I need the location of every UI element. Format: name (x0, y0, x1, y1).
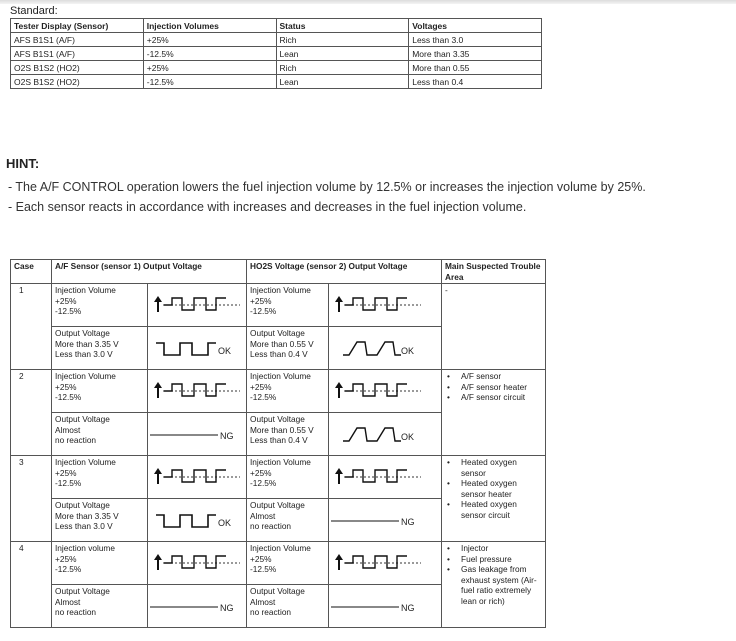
case-row-injection (11, 456, 546, 499)
ho2s-injection-wave-wrap (331, 550, 439, 576)
trouble-list (445, 371, 542, 403)
standard-header-cell: Tester Display (Sensor) (11, 19, 144, 33)
ho2s-injection-wave-wrap (331, 292, 439, 318)
af-output-wave-wrap (150, 593, 244, 619)
trouble-none: - (445, 285, 448, 295)
injection-waveform (331, 550, 423, 576)
hint-item: - Each sensor reacts in accordance with increases and decreases in the fuel injection volume. (8, 200, 527, 214)
injection-square-wave (164, 556, 226, 568)
af-injection-text (52, 370, 148, 413)
af-injection-text-line: Injection volume (55, 543, 115, 553)
standard-header-cell: Injection Volumes (143, 19, 276, 33)
ho2s-injection-text (247, 284, 329, 327)
trouble-item: • A/F sensor circuit (445, 392, 542, 403)
table-cell: -12.5% (143, 47, 276, 61)
injection-square-wave (345, 556, 407, 568)
trouble-area (442, 284, 546, 370)
af-output-wave-wrap (150, 335, 244, 361)
result-ok-label: OK (218, 518, 232, 528)
case-number: 3 (11, 456, 52, 542)
af-output-text-line: Output Voltage (55, 414, 110, 424)
trouble-list (445, 543, 542, 606)
ho2s-output-wave (329, 585, 442, 628)
af-output-wave (148, 327, 247, 370)
table-cell: Lean (276, 47, 409, 61)
case-header-ho2s: HO2S Voltage (sensor 2) Output Voltage (247, 260, 442, 284)
af-injection-wave-wrap (150, 550, 244, 576)
af-output-text-line: Less than 3.0 V (55, 349, 113, 359)
ho2s-trapezoid-wave (343, 428, 401, 441)
af-output-text-line: More than 3.35 V (55, 510, 119, 521)
injection-square-wave (345, 384, 407, 396)
af-square-wave (156, 515, 216, 527)
ho2s-output-wave (329, 327, 442, 370)
ho2s-injection-text-line: -12.5% (250, 564, 277, 574)
table-cell: Less than 3.0 (409, 33, 542, 47)
case-header-trouble: Main Suspected Trouble Area (442, 260, 546, 284)
af-output-text-line: Output Voltage (55, 328, 110, 338)
af-injection-text-line: +25% (55, 381, 77, 392)
trouble-item: • Heated oxygen sensor (445, 457, 542, 478)
ho2s-output-text-line: Output Voltage (250, 328, 305, 338)
case-table (10, 259, 546, 628)
af-injection-wave-wrap (150, 464, 244, 490)
ho2s-output-wave-wrap (331, 507, 439, 533)
ho2s-injection-text-line: Injection Volume (250, 543, 311, 553)
af-injection-text-line: -12.5% (55, 306, 82, 316)
ho2s-output-text-line: Less than 0.4 V (250, 349, 308, 359)
af-output-text-line: Output Voltage (55, 586, 110, 596)
af-injection-text (52, 284, 148, 327)
af-injection-text-line: Injection Volume (55, 457, 116, 467)
hint-list (8, 177, 646, 217)
case-number: 1 (11, 284, 52, 370)
ho2s-injection-text-line: -12.5% (250, 392, 277, 402)
trouble-item: • Heated oxygen sensor circuit (445, 499, 542, 520)
standard-header-cell: Voltages (409, 19, 542, 33)
table-cell: Rich (276, 33, 409, 47)
injection-square-wave (164, 298, 226, 310)
result-ng-label: NG (401, 603, 415, 613)
ho2s-injection-text-line: +25% (250, 553, 272, 564)
af-injection-text-line: -12.5% (55, 564, 82, 574)
af-injection-text-line: +25% (55, 467, 77, 478)
af-square-wave (156, 343, 216, 355)
table-cell: More than 0.55 (409, 61, 542, 75)
case-header-row (11, 260, 546, 284)
case-row-injection (11, 284, 546, 327)
ho2s-output-text (247, 327, 329, 370)
af-injection-wave (148, 370, 247, 413)
trouble-item: • A/F sensor heater (445, 382, 542, 393)
ho2s-output-text-line: Output Voltage (250, 586, 305, 596)
ho2s-output-text-line: Almost (250, 596, 276, 607)
injection-waveform (150, 550, 242, 576)
ho2s-injection-text-line: -12.5% (250, 306, 277, 316)
result-ok-label: OK (401, 346, 415, 356)
af-injection-text-line: +25% (55, 553, 77, 564)
table-cell: Lean (276, 75, 409, 89)
trouble-list (445, 457, 542, 520)
table-cell: Less than 0.4 (409, 75, 542, 89)
af-output-text (52, 327, 148, 370)
af-output-text-line: More than 3.35 V (55, 338, 119, 349)
top-bar (0, 0, 736, 4)
case-header-af: A/F Sensor (sensor 1) Output Voltage (52, 260, 247, 284)
trouble-item: • Fuel pressure (445, 554, 542, 565)
ho2s-output-text-line: Almost (250, 510, 276, 521)
case-number: 2 (11, 370, 52, 456)
af-injection-text-line: +25% (55, 295, 77, 306)
af-output-wave (148, 413, 247, 456)
af-injection-text-line: Injection Volume (55, 371, 116, 381)
af-output-text-line: no reaction (55, 607, 97, 617)
table-row (11, 47, 542, 61)
af-output-text (52, 585, 148, 628)
ho2s-output-text-line: More than 0.55 V (250, 338, 314, 349)
ho2s-trapezoid-wave (343, 342, 401, 355)
standard-header-cell: Status (276, 19, 409, 33)
case-row-injection (11, 370, 546, 413)
injection-waveform (331, 292, 423, 318)
ho2s-output-text-line: Output Voltage (250, 414, 305, 424)
table-cell: +25% (143, 61, 276, 75)
ho2s-injection-text-line: +25% (250, 467, 272, 478)
ho2s-injection-text (247, 542, 329, 585)
af-output-text-line: Almost (55, 596, 81, 607)
af-injection-wave (148, 542, 247, 585)
table-cell: AFS B1S1 (A/F) (11, 47, 144, 61)
result-ok-label: OK (218, 346, 232, 356)
ho2s-injection-wave-wrap (331, 464, 439, 490)
ho2s-injection-text-line: +25% (250, 295, 272, 306)
injection-waveform (150, 378, 242, 404)
ho2s-injection-text-line: +25% (250, 381, 272, 392)
standard-table (10, 18, 542, 89)
injection-square-wave (164, 470, 226, 482)
ho2s-injection-text-line: Injection Volume (250, 371, 311, 381)
ho2s-injection-wave (329, 542, 442, 585)
hint-item: - The A/F CONTROL operation lowers the fuel injection volume by 12.5% or increases the injection volume by 25%. (8, 180, 646, 194)
af-injection-text-line: -12.5% (55, 478, 82, 488)
trouble-area (442, 542, 546, 628)
ho2s-output-wave-wrap (331, 593, 439, 619)
standard-header-row (11, 19, 542, 33)
ho2s-injection-text-line: Injection Volume (250, 285, 311, 295)
trouble-item: • A/F sensor (445, 371, 542, 382)
injection-square-wave (345, 298, 407, 310)
af-output-text (52, 413, 148, 456)
trouble-area (442, 456, 546, 542)
table-row (11, 61, 542, 75)
ho2s-output-text-line: Output Voltage (250, 500, 305, 510)
ho2s-injection-wave (329, 284, 442, 327)
ho2s-output-wave-wrap (331, 421, 439, 447)
trouble-area (442, 370, 546, 456)
af-output-text-line: Almost (55, 424, 81, 435)
injection-square-wave (345, 470, 407, 482)
af-output-text-line: no reaction (55, 435, 97, 445)
injection-waveform (150, 464, 242, 490)
ho2s-output-text (247, 413, 329, 456)
ho2s-output-wave (329, 499, 442, 542)
table-cell: -12.5% (143, 75, 276, 89)
table-cell: +25% (143, 33, 276, 47)
af-output-text-line: Output Voltage (55, 500, 110, 510)
table-cell: O2S B1S2 (HO2) (11, 75, 144, 89)
ho2s-injection-wave (329, 456, 442, 499)
table-cell: O2S B1S2 (HO2) (11, 61, 144, 75)
case-number: 4 (11, 542, 52, 628)
af-output-wave-wrap (150, 421, 244, 447)
trouble-item: • Heated oxygen sensor heater (445, 478, 542, 499)
case-header-case: Case (11, 260, 52, 284)
ho2s-output-text-line: no reaction (250, 607, 292, 617)
af-injection-wave (148, 456, 247, 499)
ho2s-output-text-line: Less than 0.4 V (250, 435, 308, 445)
af-injection-text (52, 542, 148, 585)
no-reaction-waveform (150, 421, 220, 447)
ho2s-output-text-line: More than 0.55 V (250, 424, 314, 435)
ho2s-injection-text (247, 370, 329, 413)
ho2s-injection-wave (329, 370, 442, 413)
table-cell: More than 3.35 (409, 47, 542, 61)
no-reaction-waveform (331, 593, 401, 619)
injection-waveform (150, 292, 242, 318)
table-cell: AFS B1S1 (A/F) (11, 33, 144, 47)
af-output-text-line: Less than 3.0 V (55, 521, 113, 531)
injection-waveform (331, 378, 423, 404)
ho2s-output-text (247, 585, 329, 628)
ho2s-injection-text-line: Injection Volume (250, 457, 311, 467)
result-ok-label: OK (401, 432, 415, 442)
af-injection-text (52, 456, 148, 499)
ho2s-output-wave-wrap (331, 335, 439, 361)
result-ng-label: NG (401, 517, 415, 527)
af-output-wave (148, 499, 247, 542)
af-injection-wave-wrap (150, 292, 244, 318)
af-output-wave-wrap (150, 507, 244, 533)
no-reaction-waveform (331, 507, 401, 533)
standard-label: Standard: (10, 5, 58, 17)
trouble-item: • Injector (445, 543, 542, 554)
injection-waveform (331, 464, 423, 490)
af-output-wave (148, 585, 247, 628)
table-row (11, 33, 542, 47)
af-injection-text-line: -12.5% (55, 392, 82, 402)
af-injection-wave-wrap (150, 378, 244, 404)
ho2s-output-wave (329, 413, 442, 456)
af-injection-text-line: Injection Volume (55, 285, 116, 295)
result-ng-label: NG (220, 431, 234, 441)
af-injection-wave (148, 284, 247, 327)
result-ng-label: NG (220, 603, 234, 613)
ho2s-output-text (247, 499, 329, 542)
hint-title: HINT: (6, 156, 40, 171)
af-output-text (52, 499, 148, 542)
table-cell: Rich (276, 61, 409, 75)
injection-square-wave (164, 384, 226, 396)
no-reaction-waveform (150, 593, 220, 619)
ho2s-injection-text (247, 456, 329, 499)
case-row-injection (11, 542, 546, 585)
ho2s-output-text-line: no reaction (250, 521, 292, 531)
ho2s-injection-wave-wrap (331, 378, 439, 404)
ho2s-injection-text-line: -12.5% (250, 478, 277, 488)
trouble-item: • Gas leakage from exhaust system (Air-fuel ratio extremely lean or rich) (445, 564, 542, 606)
table-row (11, 75, 542, 89)
